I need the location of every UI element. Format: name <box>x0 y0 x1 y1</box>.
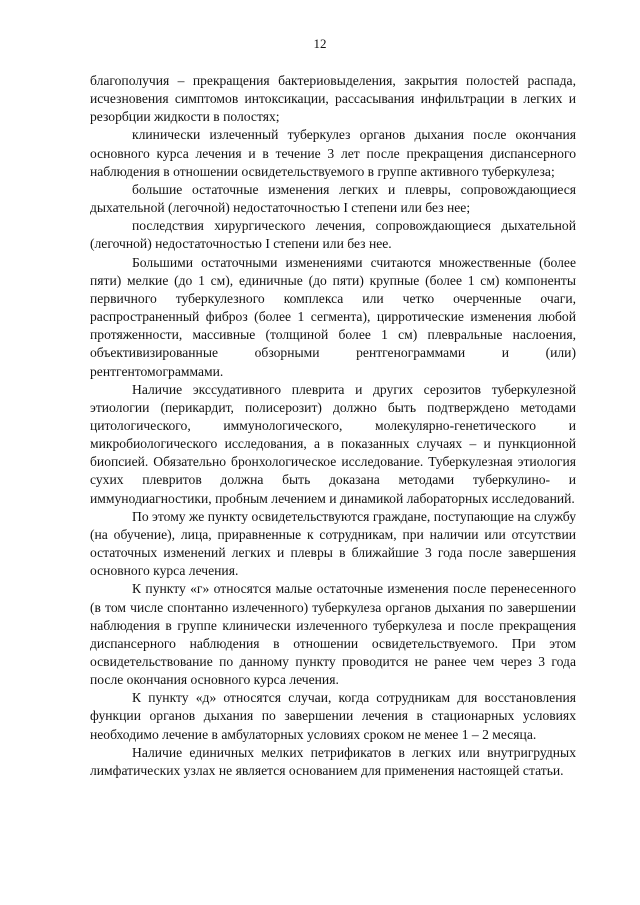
paragraph-3: большие остаточные изменения легких и плевры, сопровождающиеся дыхательной (легочной) недостаточностью I степени или без нее; <box>90 181 576 216</box>
paragraph-10: Наличие единичных мелких петрификатов в легких или внутригрудных лимфатических узлах не является основанием для применения настоящей статьи. <box>90 744 576 778</box>
paragraph-5: Большими остаточными изменениями считаются множественные (более пяти) мелкие (до 1 см), единичные (до пяти) крупные (более 1 см) компоненты первичного туберкулезного комплекса или четко очерченные очаги, распространенный фиброз (более 1 сегмента), цирротические изменения любой протяженности, массивные (толщиной более 1 см) плевральные наслоения, объективизированные обзорными рентгенограммами и (или) рентгентомограммами. <box>90 254 576 379</box>
paragraph-1: благополучия – прекращения бактериовыделения, закрытия полостей распада, исчезновения симптомов интоксикации, рассасывания инфильтрации в легких и резорбции жидкости в полостях; <box>90 73 576 125</box>
page-number: 12 <box>313 36 327 51</box>
paragraph-8: К пункту «г» относятся малые остаточные изменения после перенесенного (в том числе спонтанно излеченного) туберкулеза органов дыхания по завершении наблюдения в группе клинически излеченного туберкулеза и после прекращения диспансерного наблюдения в отношении освидетельствуемого. При этом освидетельствование по данному пункту проводится не ранее чем через 3 года после окончания основного курса лечения. <box>90 581 576 688</box>
paragraph-4: последствия хирургического лечения, сопровождающиеся дыхательной (легочной) недостаточностью I степени или без нее. <box>90 218 576 252</box>
paragraph-2: клинически излеченный туберкулез органов дыхания после окончания основного курса лечения и в течение 3 лет после прекращения диспансерного наблюдения в отношении освидетельствуемого в группе активного туберкулеза; <box>90 127 576 179</box>
paragraph-9: К пункту «д» относятся случаи, когда сотрудникам для восстановления функции органов дыхания по завершении лечения в стационарных условиях необходимо лечение в амбулаторных условиях сроком не менее 1 – 2 месяца. <box>90 690 576 742</box>
paragraph-6: Наличие экссудативного плеврита и других серозитов туберкулезной этиологии (перикардит, полисерозит) должно быть подтверждено методами цитологического, иммунологического, молекулярно-генетического и микробиологического исследования, а в показанных случаях – и пункционной биопсией. Обязательно бронхологическое исследование. Туберкулезная этиология сухих плевритов должна быть доказана методами туберкулино- и иммунодиагностики, пробным лечением и динамикой лабораторных исследований. <box>90 381 576 506</box>
paragraph-7: По этому же пункту освидетельствуются граждане, поступающие на службу (на обучение), лица, приравненные к сотрудникам, при наличии или отсутствии остаточных изменений легких и плевры в ближайшие 3 года после завершения основного курса лечения. <box>90 508 576 579</box>
document-body <box>90 72 576 780</box>
